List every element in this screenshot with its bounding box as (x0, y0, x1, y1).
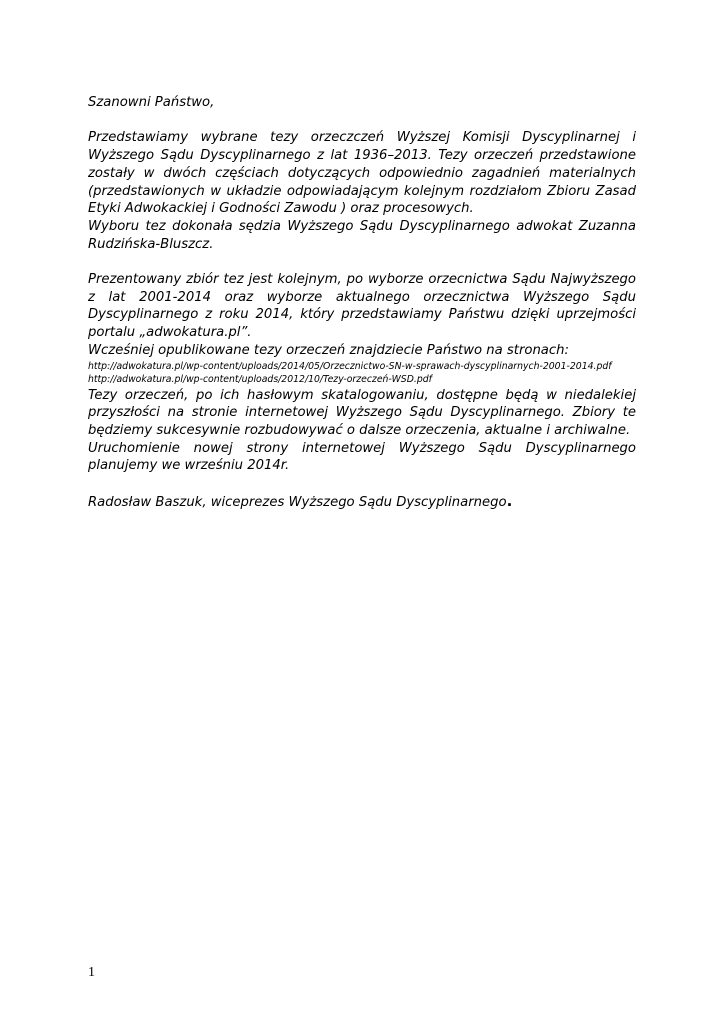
signature-period: . (506, 491, 513, 510)
signature-line (88, 493, 636, 512)
collection-paragraph: Prezentowany zbiór tez jest kolejnym, po wyborze orzecnictwa Sądu Najwyższego z lat 2001-2014 oraz wyborze aktualnego orzecznictwa Wyższego Sądu Dyscyplinarnego z roku 2014, który przedstawiamy Państwu dzięki uprzejmości portalu „adwokatura.pl”. (88, 272, 636, 341)
website-launch-paragraph: Uruchomienie nowej strony internetowej Wyższego Sądu Dyscyplinarnego planujemy we wrześniu 2014r. (88, 440, 636, 474)
paragraph-spacer (88, 475, 636, 493)
letter-body (88, 94, 636, 511)
future-availability-paragraph: Tezy orzeczeń, po ich hasłowym skatalogowaniu, dostępne będą w niedalekiej przyszłości na stronie internetowej Wyższego Sądu Dyscyplinarnego. Zbiory te będziemy sukcesywnie rozbudowywać o dalsze orzeczenia, aktualne i archiwalne. (88, 387, 636, 438)
intro-paragraph: Przedstawiamy wybrane tezy orzeczczeń Wyższej Komisji Dyscyplinarnej i Wyższego Sądu Dyscyplinarnego z lat 1936–2013. Tezy orzeczeń przedstawione zostały w dwóch częściach dotyczących odpowiednio zagadnień materialnych (przedstawionych w układzie odpowiadającym kolejnym rozdziałom Zbioru Zasad Etyki Adwokackiej i Godności Zawodu ) oraz procesowych. (88, 130, 636, 217)
paragraph-spacer (88, 253, 636, 271)
signature-text: Radosław Baszuk, wiceprezes Wyższego Sądu Dyscyplinarnego (88, 494, 507, 510)
url-link[interactable]: http://adwokatura.pl/wp-content/uploads/2014/05/Orzecznictwo-SN-w-sprawach-dyscyplinarnych-2001-2014.pdf (88, 360, 612, 372)
earlier-publications-text: Wcześniej opublikowane tezy orzeczeń znajdziecie Państwo na stronach: (88, 342, 569, 358)
greeting: Szanowni Państwo, (88, 95, 215, 110)
paragraph-spacer (88, 112, 636, 130)
selection-paragraph: Wyboru tez dokonała sędzia Wyższego Sądu Dyscyplinarnego adwokat Zuzanna Rudzińska-Bluszcz. (88, 218, 636, 252)
page-number: 1 (88, 965, 95, 980)
url-link[interactable]: http://adwokatura.pl/wp-content/uploads/2012/10/Tezy-orzeczeń-WSD.pdf (88, 374, 432, 386)
